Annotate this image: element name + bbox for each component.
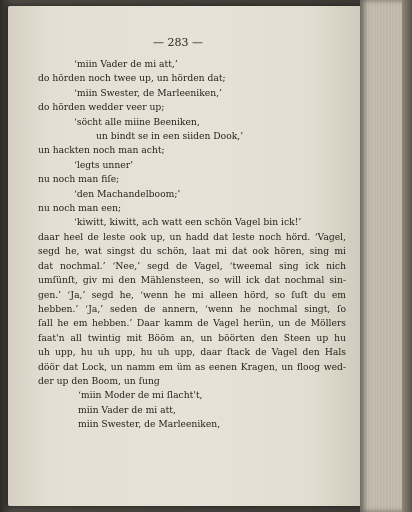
text-line: nu noch man een; <box>38 203 122 215</box>
book-page <box>8 6 364 506</box>
text-line: miin Swester, de Marleeniken, <box>78 419 221 431</box>
text-line: ‘kiwitt, kiwitt, ach watt een schön Vagel bin ick!’ <box>74 217 302 229</box>
text-line: umſünſt, giv mi den Mählensteen, so will ick dat nochmal sin- <box>38 275 346 287</box>
text-line: ‘miin Vader de mi att,’ <box>74 59 178 70</box>
text-line: ‘miin Swester, de Marleeniken,’ <box>74 87 222 99</box>
text-line: do hörden noch twee up, un hörden dat; <box>38 73 226 85</box>
text-line: ‘den Machandelboom;’ <box>74 188 181 200</box>
text-line: ‘söcht alle miine Beeniken, <box>74 116 200 128</box>
text-line: ‘legts unner’ <box>74 159 134 171</box>
text-line: ‘miin Moder de mi ſlacht't, <box>78 390 203 402</box>
text-line: faat'n all twintig mit Bööm an, un böörten den Steen up hu <box>38 332 346 344</box>
text-line: nu noch man fiſe; <box>38 174 120 186</box>
text-line: döör dat Lock, un namm em üm as eenen Kragen, un floog wed- <box>38 361 346 373</box>
text-line: ſall he em hebben.’ Daar kamm de Vagel herün, un de Möllers <box>38 318 346 330</box>
page-number: — 283 — <box>153 36 203 49</box>
text-line: un hackten noch man acht; <box>38 145 165 157</box>
text-line: daar heel de leste ook up, un hadd dat leste noch hörd. ‘Vagel, <box>38 231 346 243</box>
book-cover-edge <box>402 0 412 512</box>
text-line: do hörden wedder veer up; <box>38 102 165 114</box>
text-line: segd he, wat singst du schön, laat mi dat ook hören, sing mi <box>38 246 346 258</box>
text-line: uh upp, hu uh upp, hu uh upp, daar ſtack de Vagel den Hals <box>38 347 346 359</box>
text-line: dat nochmal.’ ‘Nee,’ segd de Vagel, ‘tweemal sing ick nich <box>38 260 346 272</box>
text-line: miin Vader de mi att, <box>78 404 176 416</box>
text-line: un bindt se in een siiden Dook,’ <box>96 131 244 143</box>
text-line: hebben.’ ‘Ja,’ seden de annern, ‘wenn he nochmal singt, ſo <box>38 303 346 315</box>
text-line: der up den Boom, un ſung <box>38 375 160 387</box>
text-line: gen.’ ‘Ja,’ segd he, ‘wenn he mi alleen hörd, so ſuſt du em <box>38 289 346 301</box>
page-text <box>38 58 346 433</box>
